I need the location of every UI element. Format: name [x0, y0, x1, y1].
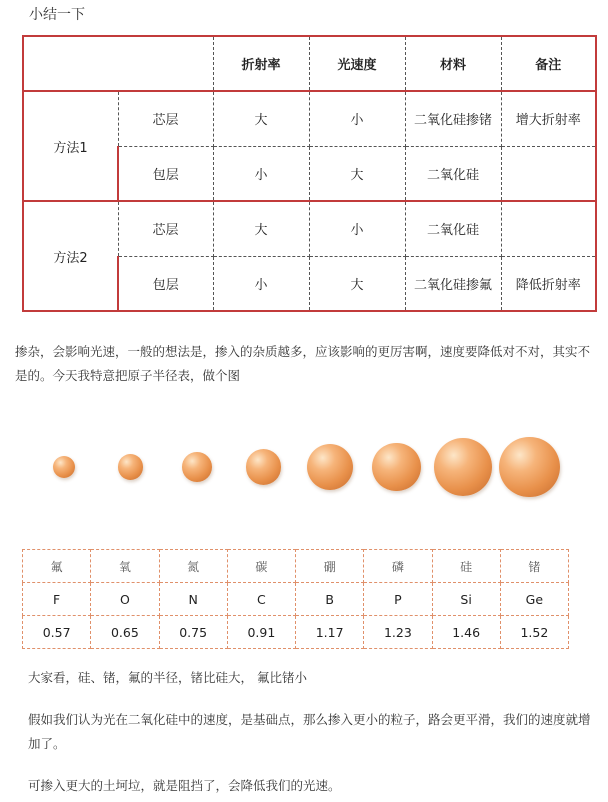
atom-radius-cell: 0.57	[23, 616, 91, 649]
layer-cell: 包层	[118, 146, 213, 201]
element-name-cell: 硅	[432, 550, 500, 583]
element-symbol-cell: F	[23, 583, 91, 616]
paragraph-large-particles: 可掺入更大的土坷垃，就是阻挡了，会降低我们的光速。	[28, 778, 341, 793]
material-cell: 二氧化硅掺氟	[405, 256, 501, 311]
paragraph-radius-comparison: 大家看，硅、锗，氟的半径，锗比硅大， 氟比锗小	[28, 670, 307, 685]
atom-sphere-si	[434, 438, 492, 496]
element-name-cell: 氟	[23, 550, 91, 583]
header-light-speed: 光速度	[309, 36, 405, 91]
element-symbol-cell: P	[364, 583, 432, 616]
header-material: 材料	[405, 36, 501, 91]
element-name-cell: 氮	[159, 550, 227, 583]
speed-cell: 大	[309, 146, 405, 201]
atom-sphere-f	[53, 456, 76, 479]
element-symbol-cell: Ge	[500, 583, 568, 616]
material-cell: 二氧化硅	[405, 146, 501, 201]
index-cell: 小	[213, 256, 309, 311]
method-1-label: 方法1	[23, 91, 118, 201]
note-cell: 增大折射率	[501, 91, 596, 146]
layer-cell: 芯层	[118, 91, 213, 146]
atom-sphere-ge	[499, 437, 559, 497]
element-symbol-cell: B	[296, 583, 364, 616]
speed-cell: 小	[309, 201, 405, 256]
table-row	[23, 201, 596, 256]
summary-table	[22, 35, 597, 312]
element-symbol-cell: O	[91, 583, 159, 616]
atom-radius-row	[23, 616, 569, 649]
element-name-cell: 硼	[296, 550, 364, 583]
paragraph-small-particles: 假如我们认为光在二氧化硅中的速度，是基础点，那么掺入更小的粒子，路会更平滑，我们的速度就增加了。	[28, 712, 591, 751]
material-cell: 二氧化硅掺锗	[405, 91, 501, 146]
atom-radius-cell: 0.91	[227, 616, 295, 649]
atom-sphere-p	[372, 443, 421, 492]
atom-radius-cell: 1.52	[500, 616, 568, 649]
material-cell: 二氧化硅	[405, 201, 501, 256]
paragraph-doping-intro: 掺杂，会影响光速，一般的想法是，掺入的杂质越多，应该影响的更厉害啊，速度要降低对不对，其实不是的。今天我特意把原子半径表，做个图	[15, 344, 591, 383]
element-name-cell: 锗	[500, 550, 568, 583]
element-symbol-cell: Si	[432, 583, 500, 616]
element-symbol-cell: N	[159, 583, 227, 616]
note-cell: 降低折射率	[501, 256, 596, 311]
atom-sphere-o	[118, 454, 144, 480]
layer-cell: 包层	[118, 256, 213, 311]
atom-sphere-n	[182, 452, 212, 482]
header-refractive-index: 折射率	[213, 36, 309, 91]
atom-radius-cell: 1.17	[296, 616, 364, 649]
atom-radius-cell: 1.46	[432, 616, 500, 649]
layer-cell: 芯层	[118, 201, 213, 256]
note-cell	[501, 201, 596, 256]
element-name-cell: 磷	[364, 550, 432, 583]
element-symbol-cell: C	[227, 583, 295, 616]
summary-header-row	[23, 36, 596, 91]
atom-radius-cell: 0.75	[159, 616, 227, 649]
element-name-cell: 碳	[227, 550, 295, 583]
index-cell: 大	[213, 201, 309, 256]
index-cell: 大	[213, 91, 309, 146]
atom-radius-cell: 0.65	[91, 616, 159, 649]
note-cell	[501, 146, 596, 201]
element-name-row	[23, 550, 569, 583]
page-heading: 小结一下	[29, 7, 85, 23]
index-cell: 小	[213, 146, 309, 201]
element-name-cell: 氧	[91, 550, 159, 583]
speed-cell: 大	[309, 256, 405, 311]
element-symbol-row	[23, 583, 569, 616]
atom-radius-cell: 1.23	[364, 616, 432, 649]
table-row	[23, 91, 596, 146]
speed-cell: 小	[309, 91, 405, 146]
atom-radius-table	[22, 549, 569, 649]
header-corner-cell	[23, 36, 213, 91]
method-2-label: 方法2	[23, 201, 118, 311]
atom-sphere-b	[307, 444, 353, 490]
header-note: 备注	[501, 36, 596, 91]
atom-sphere-c	[246, 449, 282, 485]
